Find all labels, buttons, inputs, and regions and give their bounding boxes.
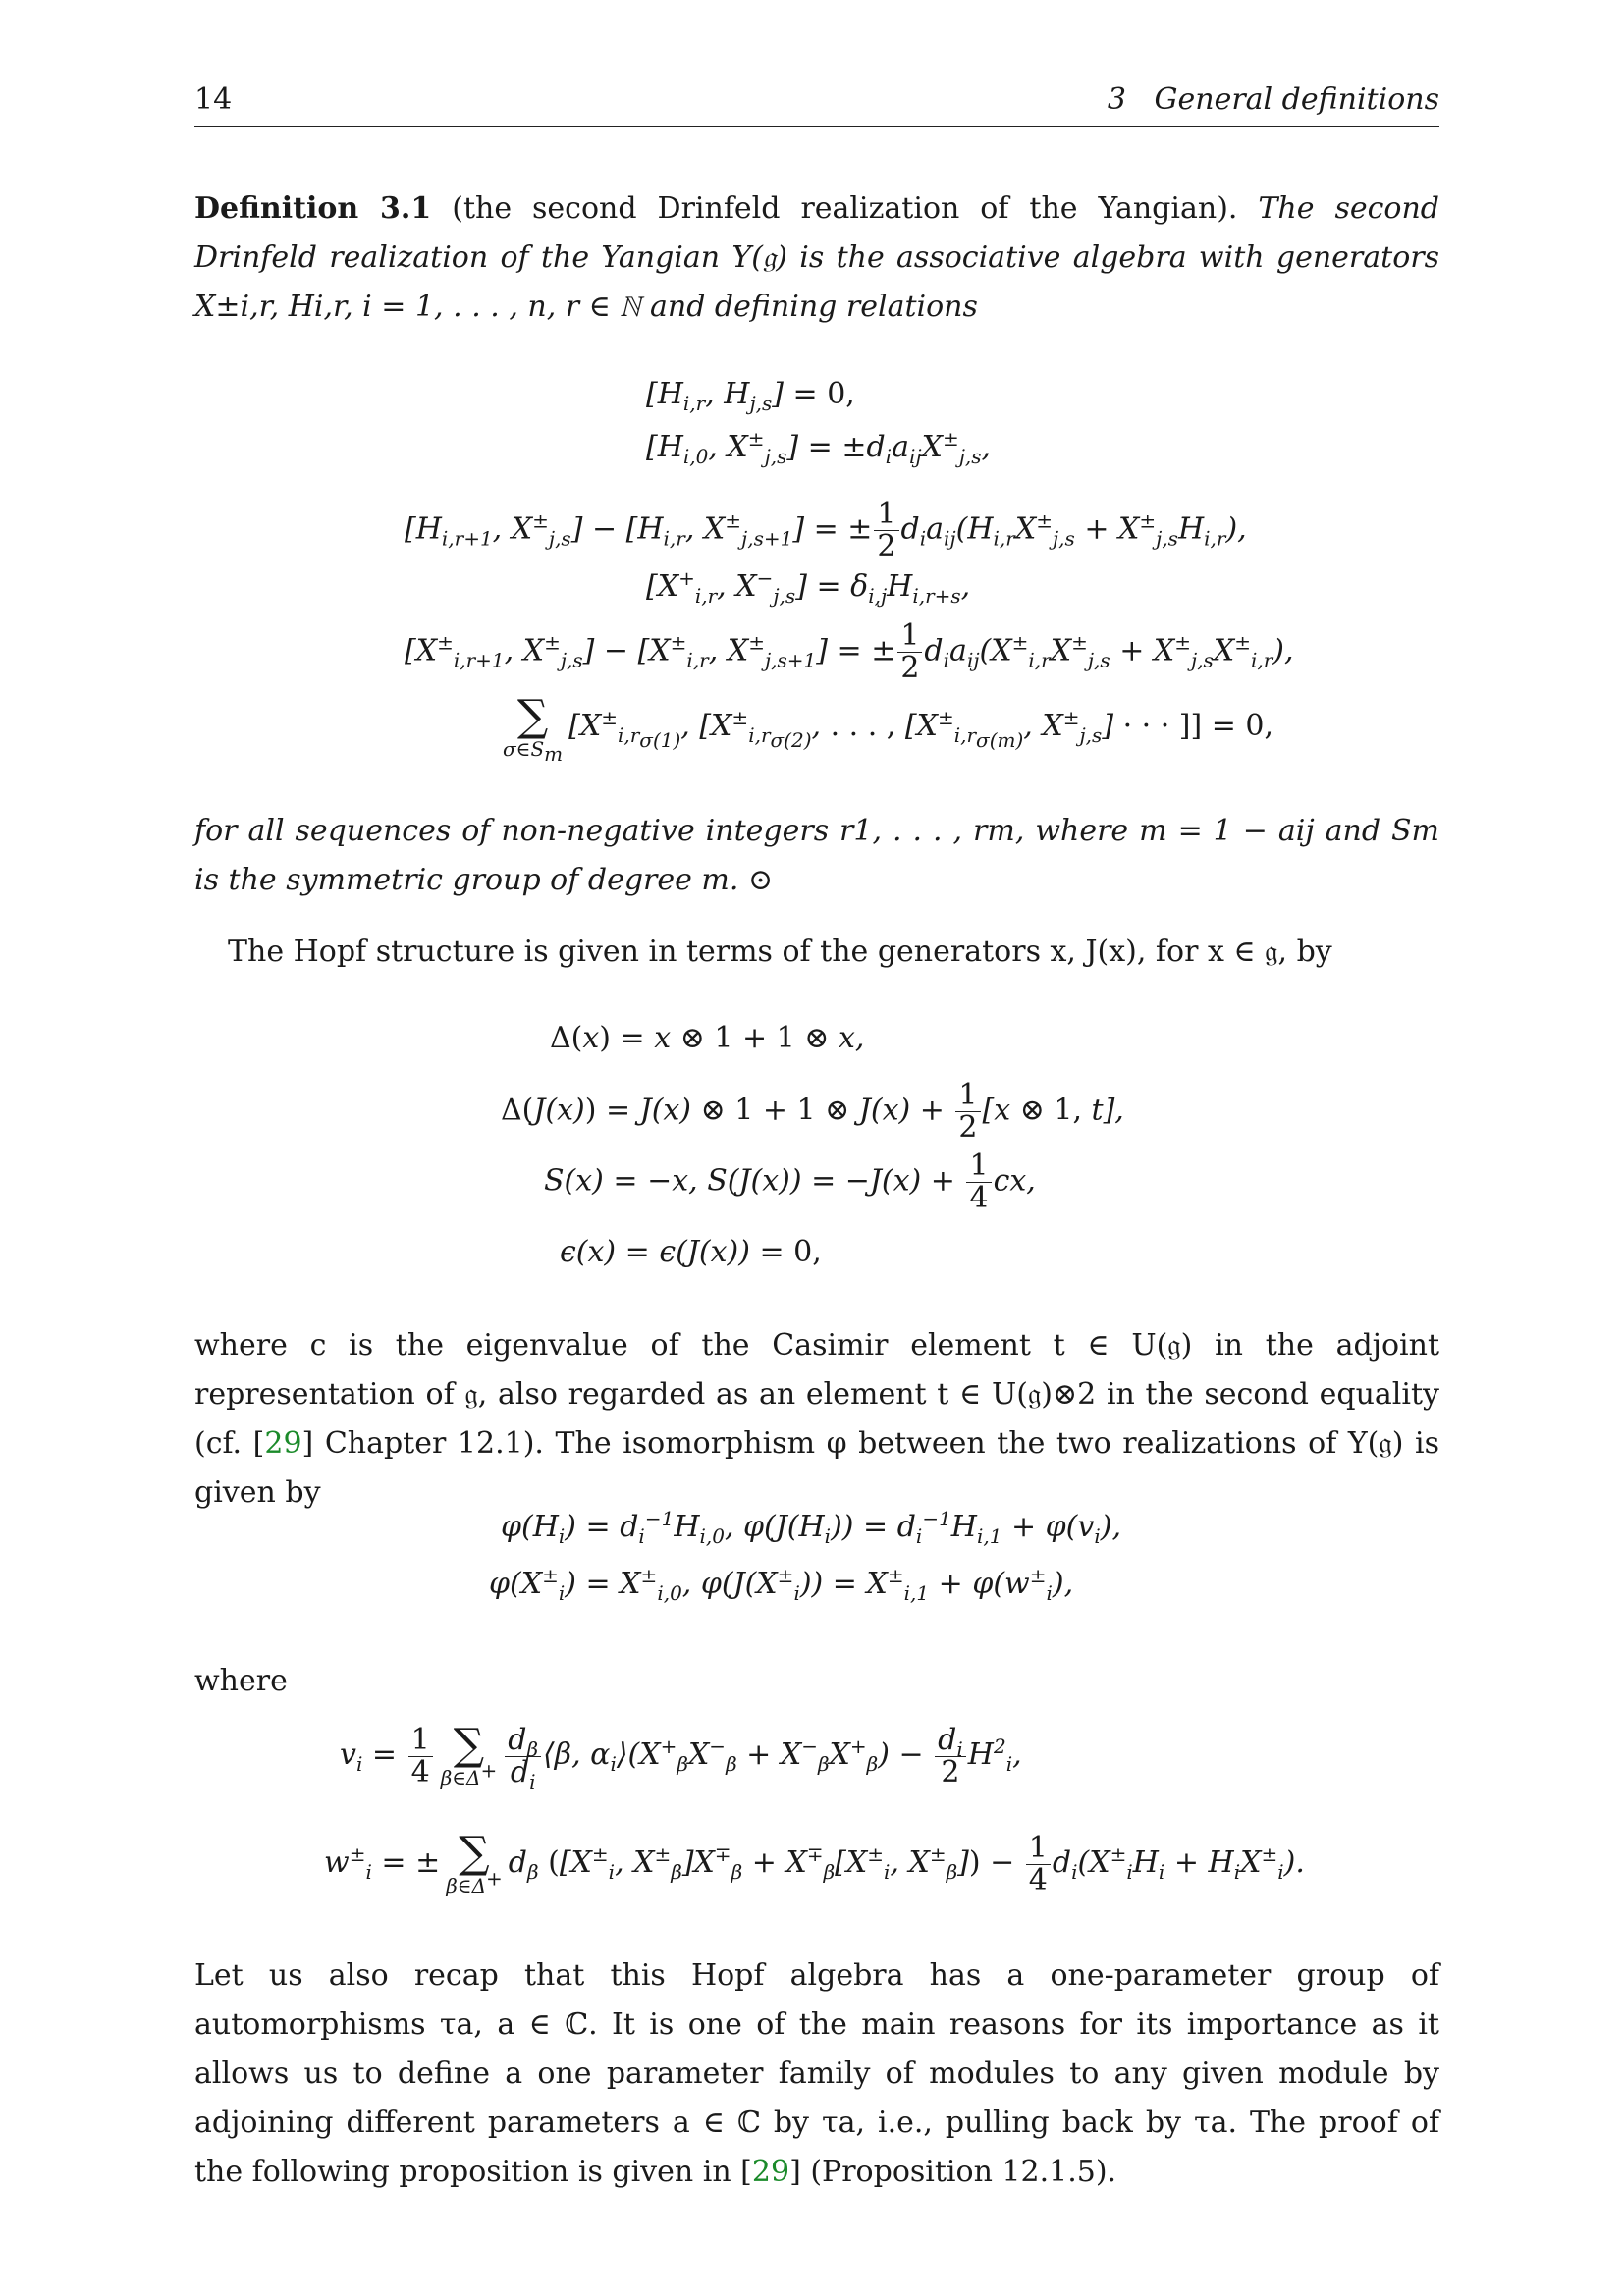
relation-2: [$H_{i,0}$, $X^\pm_{j,s}] = \pm d_ia_{ij}X^\pm_{j,s}$,: [646, 427, 992, 468]
casimir-text-2: ] Chapter 12.1). The isomorphism φ between the two realizations of Y(𝔤) is given by: [194, 1426, 1439, 1510]
page-number: 14: [194, 82, 233, 117]
closing-paragraph: [194, 1951, 1439, 2197]
casimir-paragraph: [194, 1321, 1439, 1518]
w-equation: $w^\pm_i$ = ± ∑ β∈Δ+ $d_\beta$ ([$X^\pm_i$, $X^\pm_\beta]X^\mp_\beta + X^\mp_\beta[X^\pm_i$, $X^\pm_\beta$]) − $\frac{1}{4}$ $d_i(X^\pm_iH_i + H_iX^\pm_i)$.: [324, 1828, 1305, 1897]
citation-link[interactable]: 29: [264, 1426, 302, 1461]
hopf-eq-3: S(x) = −x, S(J(x)) = −J(x) + $\frac{1}{4}$ cx,: [544, 1148, 1036, 1215]
relation-6: ∑ $\sigma\in S_m$ [$X^\pm_{i,r_{\sigma(1)}}$, [$X^\pm_{i,r_{\sigma(2)}}$, . . . , [$X^\pm_{i,r_{\sigma(m)}}$, $X^\pm_{j,s}$] · · · ]] = 0,: [503, 691, 1274, 766]
relation-5: [$X^\pm_{i,r+1}$, $X^\pm_{j,s}] - [X^\pm_{i,r}$, $X^\pm_{j,s+1}$] = ± $\frac{1}{2}$ $d_ia_{ij}(X^\pm_{i,r}X^\pm_{j,s} + X^\pm_{j,s}X^\pm_{i,r})$,: [405, 618, 1294, 685]
definition-paragraph: [194, 185, 1439, 332]
v-equation: $v_i$ = $\frac{1}{4}$ ∑ β∈Δ+ $\frac{d_\beta}{d_i}$ ⟨β, $\alpha_i⟩(X^+_\beta X^-_\beta + X^-_\beta X^+_\beta)$ − $\frac{d_i}{2}$ $H^2_i$,: [340, 1720, 1022, 1793]
definition-tail: for all sequences of non-negative integers r1, . . . , rm, where m = 1 − aij and Sm is the symmetric group of degree m. ⊙: [194, 814, 1439, 897]
iso-eq-2: $\varphi(X^\pm_i) = X^\pm_{i,0}$, $\varphi(J(X^\pm_i)) = X^\pm_{i,1} + \varphi(w^\pm_i)$,: [489, 1564, 1074, 1605]
relation-4: [$X^+_{i,r}$, $X^-_{j,s}] = \delta_{i,j}H_{i,r+s}$,: [646, 566, 971, 608]
hopf-eq-1: Δ(x) = x ⊗ 1 + 1 ⊗ x,: [550, 1021, 865, 1055]
running-title: 3 General definitions: [1107, 82, 1439, 117]
page-header: [194, 82, 1439, 122]
relation-3: [$H_{i,r+1}$, $X^\pm_{j,s}] - [H_{i,r}$, $X^\pm_{j,s+1}$] = ± $\frac{1}{2}$ $d_ia_{ij}(H_{i,r}X^\pm_{j,s} + X^\pm_{j,s}H_{i,r})$,: [405, 497, 1247, 563]
casimir-text-1: where c is the eigenvalue of the Casimir element t ∈ U(𝔤) in the adjoint representation of 𝔤, also regarded as an element t ∈ U(𝔤)⊗2 in the second equality (cf. [: [194, 1328, 1439, 1461]
citation-link-2[interactable]: 29: [751, 2155, 790, 2189]
hopf-eq-4: ϵ(x) = ϵ(J(x)) = 0,: [560, 1235, 822, 1269]
header-rule: [194, 126, 1439, 127]
relation-1: [$H_{i,r}$, $H_{j,s}] = 0$,: [646, 377, 855, 415]
closing-text-2: ] (Proposition 12.1.5).: [789, 2155, 1117, 2189]
rel-text-0: [0, 0, 1, 1]
definition-label: Definition 3.1: [194, 191, 432, 226]
hopf-eq-2: Δ(J(x)) = J(x) ⊗ 1 + 1 ⊗ J(x) + $\frac{1}{2}$ [x ⊗ 1, t],: [501, 1078, 1124, 1145]
where-label: where: [194, 1664, 288, 1698]
closing-text-1: Let us also recap that this Hopf algebra has a one-parameter group of automorphisms τa, a ∈ ℂ. It is one of the main reasons for its importance as it allows us to define a one parameter family of modules to any given module by adjoining different parameters a ∈ ℂ by τa, i.e., pulling back by τa. The proof of the following proposition is given in [: [194, 1958, 1439, 2189]
hopf-intro: The Hopf structure is given in terms of the generators x, J(x), for x ∈ 𝔤, by: [228, 934, 1332, 969]
iso-eq-1: $\varphi(H_i) = d_i^{-1}H_{i,0}$, $\varphi(J(H_i)) = d_i^{-1}H_{i,1} + \varphi(v_i)$,: [501, 1507, 1121, 1548]
definition-intro: The second Drinfeld realization of the Yangian Y(𝔤) is the associative algebra with generators X±i,r, Hi,r, i = 1, . . . , n, r ∈ ℕ and defining relations: [194, 191, 1439, 324]
definition-title: (the second Drinfeld realization of the Yangian).: [452, 191, 1238, 226]
